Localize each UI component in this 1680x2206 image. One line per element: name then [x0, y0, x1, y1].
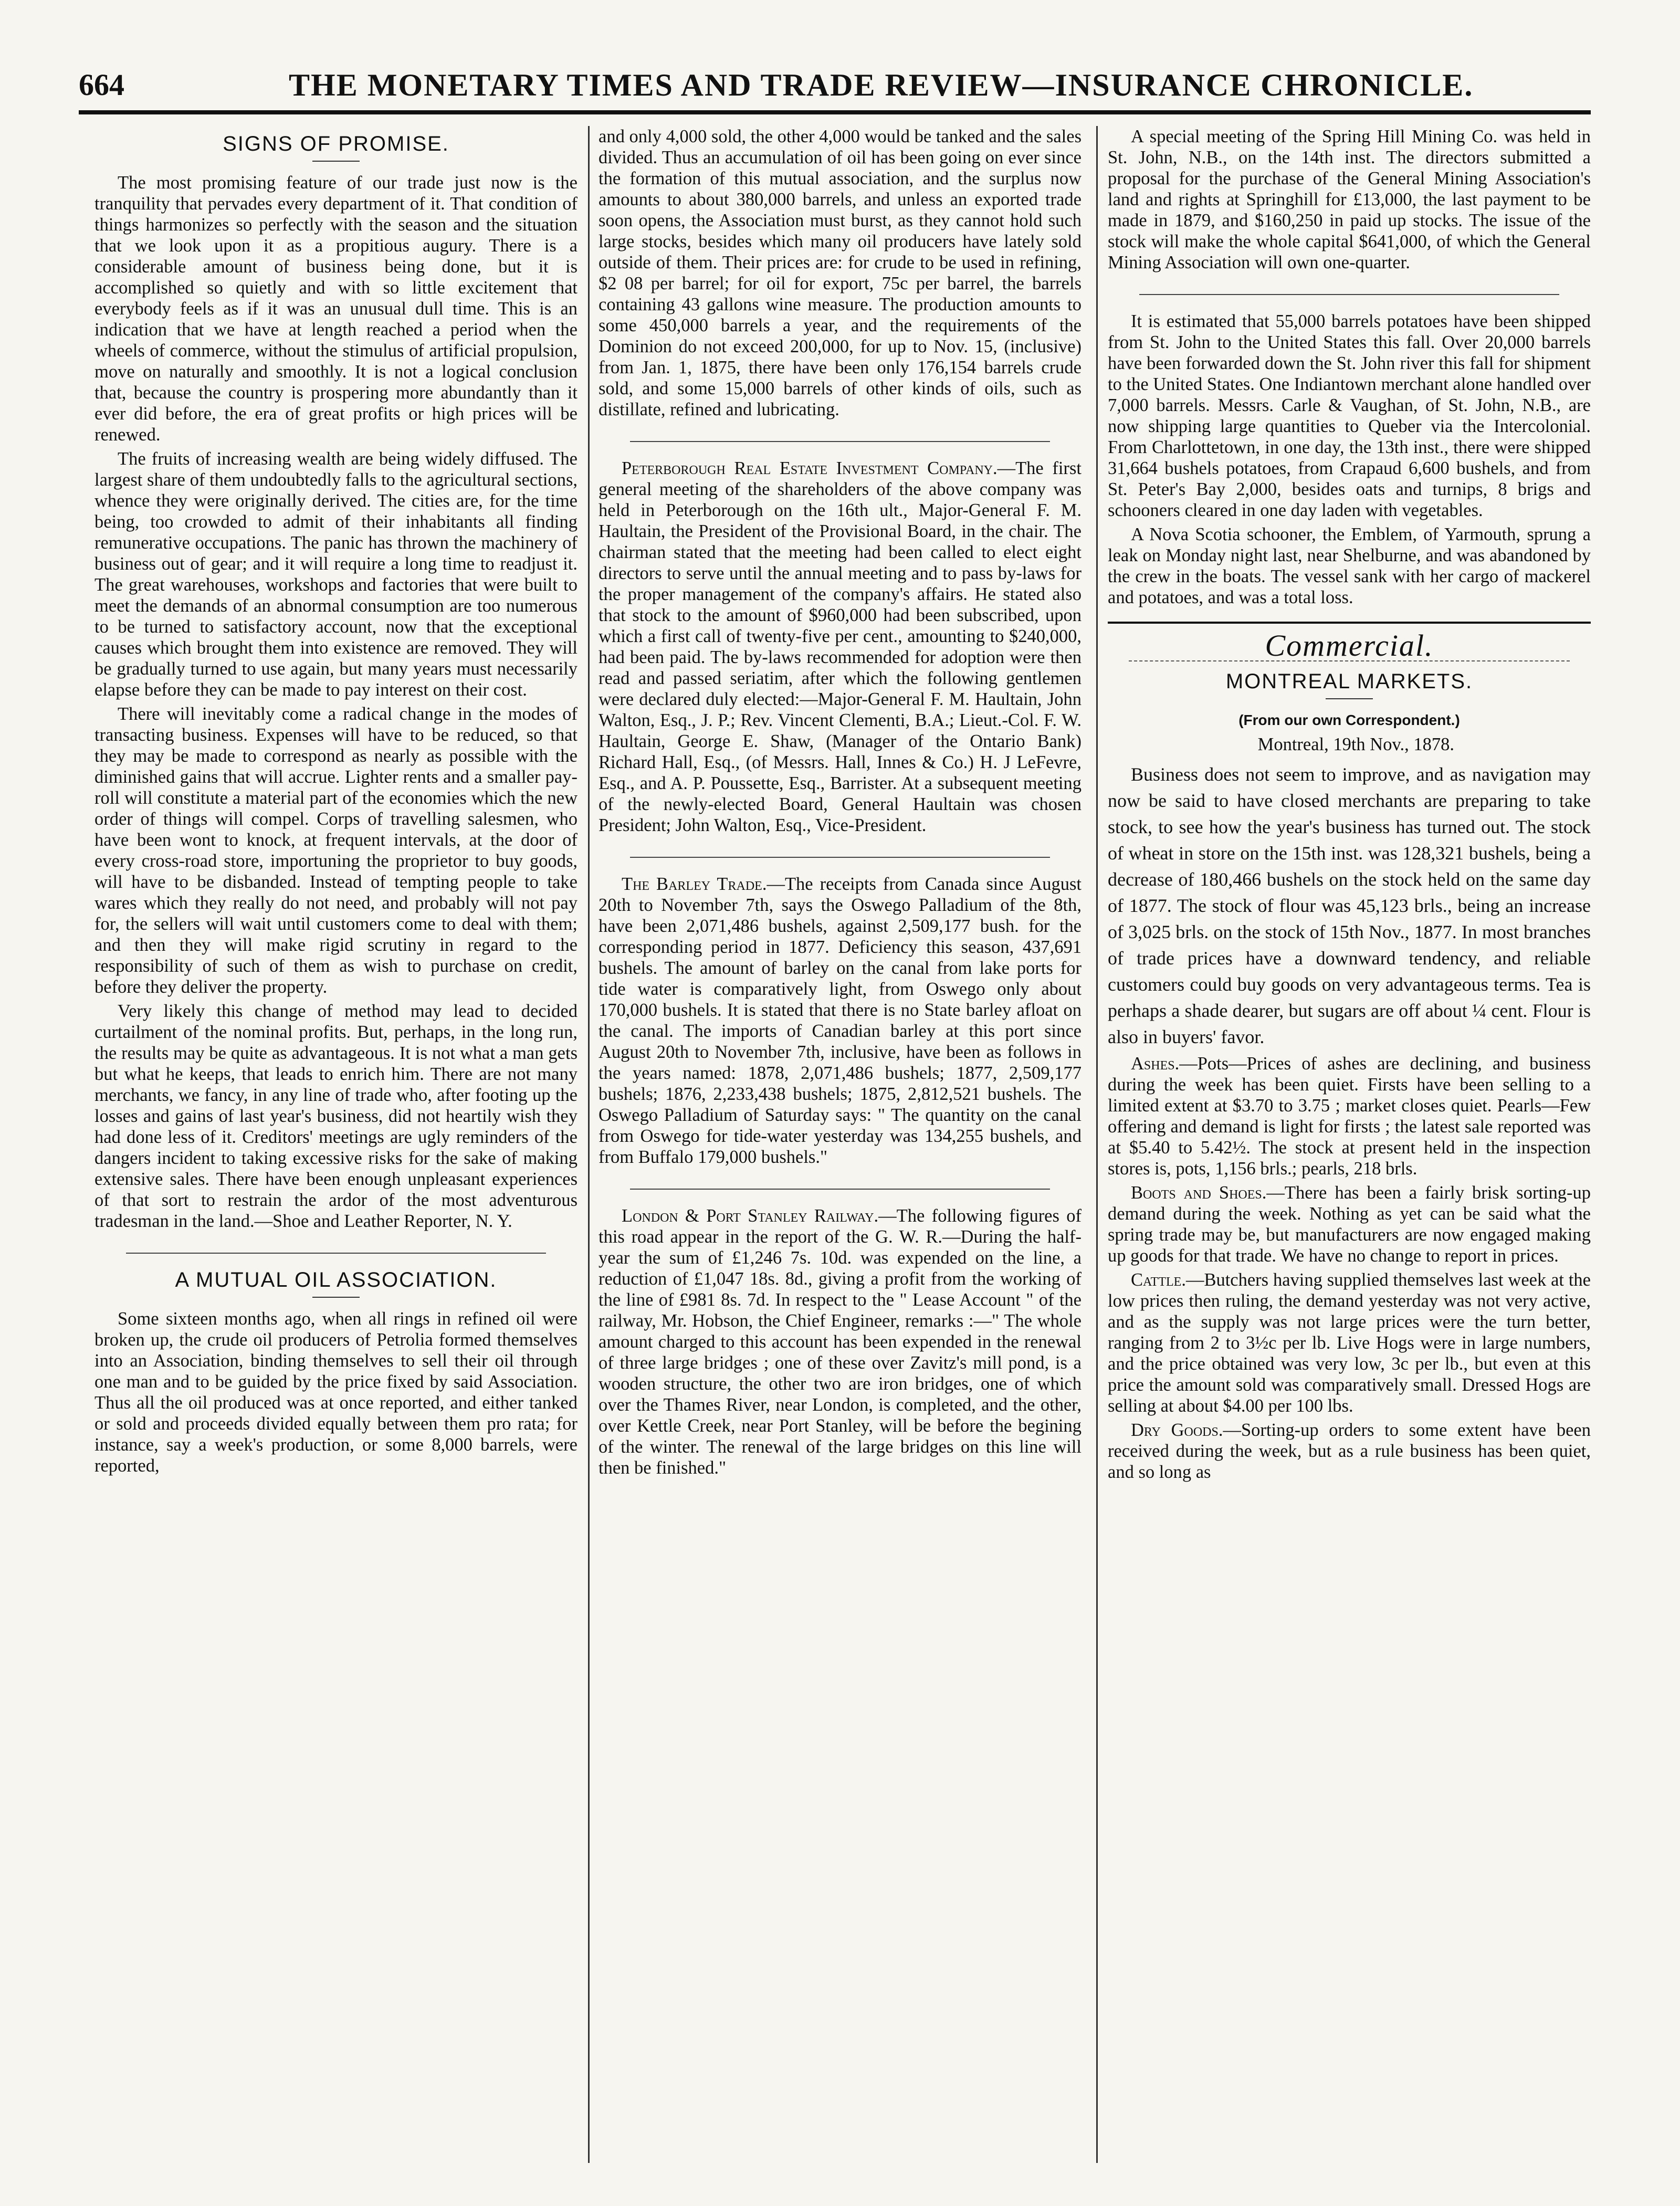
peterborough-heading: Peterborough Real Estate Investment Company.: [622, 458, 998, 478]
dateline: Montreal, 19th Nov., 1878.: [1257, 734, 1454, 754]
ashes-body: —Pots—Prices of ashes are declining, and business during the week has been quiet. Firsts have been selling to a limited extent at $3.70 to 3.75 ; market closes quiet. Pearls—Few offering and demand is light for firsts ; the latest sale reported was at $5.40 to 5.42½. The stock at present held in the inspection stores is, pots, 1,156 brls.; pearls, 218 brls.: [1108, 1054, 1591, 1179]
title-rule: [312, 1297, 360, 1298]
london-body: —The following figures of this road appear in the report of the G. W. R.—During the half-year the sum of £1,246 7s. 10d. was expended on the line, a reduction of £1,047 18s. 8d., giving a profit from the working of the line of £981 8s. 7d. In respect to the " Lease Account " of the railway, Mr. Hobson, the Chief Engineer, remarks :—" The whole amount charged to this account has been expended in the renewal of three large bridges ; one of these over Zavitz's mill pond, is a wooden structure, the other two are iron bridges, one of which over the Thames River, near London, is completed, and the other, over Kettle Creek, near Port Stanley, will be before the begining of the winter. The renewal of the large bridges on this line will then be finished.": [598, 1206, 1082, 1478]
barley-body: —The receipts from Canada since August 20th to November 7th, says the Oswego Palladium of the 8th, have been 2,071,486 bushels, against 2,509,177 bush. for the corresponding period in 1877. Deficiency this season, 437,691 bushels. The amount of barley on the canal from lake ports for tide water is comparatively light, from Oswego only about 170,000 bushels. It is stated that there is no State barley afloat on the canal. The imports of Canadian barley at this port since August 20th to November 7th, inclusive, have been as follows in the years named: 1878, 2,071,486 bushels; 1877, 2,509,177 bushels; 1876, 2,233,438 bushels; 1875, 2,812,521 bushels. The Oswego Palladium of Saturday says: " The quantity on the canal from Oswego for tide-water yesterday was 134,255 bushels, and from Buffalo 179,000 bushels.": [598, 874, 1082, 1167]
mutual-oil-title: A MUTUAL OIL ASSOCIATION.: [175, 1268, 497, 1291]
column-rule-1: [588, 126, 590, 2163]
cattle-body: —Butchers having supplied themselves last week at the low prices then ruling, the demand yesterday was not very active, and as the supply was not large prices were the turn better, ranging from 2 to 3½c per lb. Live Hogs were in large numbers, and the price obtained was very low, 3c per lb., but even at this price the amount sold was comparatively small. Dressed Hogs are selling at about $4.00 per 100 lbs.: [1108, 1270, 1591, 1416]
article-separator: [1139, 294, 1559, 295]
barley-paragraph: [598, 874, 1082, 1168]
london-paragraph: [598, 1205, 1082, 1478]
barley-heading: The Barley Trade.: [622, 874, 767, 894]
column-rule-2: [1096, 126, 1098, 2163]
mining-paragraph: A special meeting of the Spring Hill Mining Co. was held in St. John, N.B., on the 14th inst. The directors submitted a proposal for the purchase of the General Mining Association's land and rights at Springhill for £13,000, the last payment to be made in 1879, and $160,250 in paid up stocks. The issue of the stock will make the whole capital $641,000, of which the General Mining Association will own one-quarter.: [1108, 127, 1591, 272]
drygoods-heading: Dry Goods.: [1131, 1420, 1223, 1440]
column-2: [598, 126, 1082, 2184]
article-separator: [630, 441, 1050, 442]
page-number: 664: [79, 68, 124, 102]
schooner-paragraph: A Nova Scotia schooner, the Emblem, of Yarmouth, sprung a leak on Monday night last, near Shelburne, and was abandoned by the crew in the boats. The vessel sank with her cargo of mackerel and potatoes, and was a total loss.: [1108, 524, 1591, 607]
article-separator: [126, 1253, 546, 1254]
potatoes-paragraph: It is estimated that 55,000 barrels potatoes have been shipped from St. John to the United States this fall. Over 20,000 barrels have been forwarded down the St. John river this fall for shipment to the United States. One Indiantown merchant alone handled over 7,000 barrels. Messrs. Carle & Vaughan, of St. John, N.B., are now shipping large quantities to Queber via the Intercolonial. From Charlottetown, in one day, the 13th inst., there were shipped 31,664 bushels potatoes, from Crapaud 6,600 bushels, and from St. Peter's Bay 2,000, besides oats and turnips, 8 brigs and schooners cleared in one day laden with vegetables.: [1108, 311, 1591, 520]
peterborough-body: —The first general meeting of the shareholders of the above company was held in Peterborough on the 16th ult., Major-General F. M. Haultain, the President of the Provisional Board, in the chair. The chairman stated that the meeting had been called to elect eight directors to serve until the annual meeting and to pass by-laws for the proper management of the company's affairs. He stated also that stock to the amount of $960,000 had been subscribed, upon which a first call of twenty-five per cent., amounting to $240,000, had been paid. The by-laws recommended for adoption were then read and passed seriatim, after which the following gentlemen were declared duly elected:—Major-General F. M. Haultain, John Walton, Esq., J. P.; Rev. Vincent Clementi, B.A.; Lieut.-Col. F. W. Haultain, George E. Shaw, (Manager of the Ontario Bank) Richard Hall, Esq., (of Messrs. Hall, Innes & Co.) H. J LeFevre, Esq., and A. P. Poussette, Esq., Barrister. At a subsequent meeting of the newly-elected Board, General Haultain was chosen President; John Walton, Esq., Vice-President.: [598, 458, 1082, 835]
oil-paragraph-2: and only 4,000 sold, the other 4,000 would be tanked and the sales divided. Thus an accumulation of oil has been going on ever since the formation of this mutual association, and the surplus now amounts to about 380,000 barrels, and unless an exported trade soon opens, the Association must burst, as they cannot hold such large stocks, besides which many oil producers have lately sold outside of them. Their prices are: for crude to be used in refining, $2 08 per barrel; for oil for export, 75c per barrel, the barrels containing 43 gallons wine measure. The production amounts to some 450,000 barrels a year, and the requirements of the Dominion do not exceed 200,000, for up to Nov. 15, (inclusive) from Jan. 1, 1875, there have been only 176,154 barrels crude sold, and some 15,000 barrels of other kinds of oils, such as distillate, refined and lubricating.: [598, 127, 1082, 419]
correspondent-note: (From our own Correspondent.): [1238, 712, 1460, 728]
column-1: [94, 126, 578, 2184]
oil-paragraph-1: Some sixteen months ago, when all rings in refined oil were broken up, the crude oil producers of Petrolia formed themselves into an Association, binding themselves to sell their oil through one man and to be guided by the price fixed by said Association. Thus all the oil produced was at once reported, and either tanked or sold and proceeds divided equally between them pro rata; for instance, say a week's production, or some 8,000 barrels, were reported,: [94, 1309, 578, 1476]
section-separator: [1108, 622, 1591, 624]
signs-paragraph-3: There will inevitably come a radical change in the modes of transacting business. Expenses will have to be reduced, so that they may be made to correspond as nearly as possible with the diminished gains that will accrue. Lighter rents and a smaller pay-roll will constitute a material part of the economies which the new order of things will compel. Corps of travelling salesmen, who have been wont to knock, at frequent intervals, at the door of every cross-road store, importuning the proprietor to buy goods, will have to be disbanded. Instead of tempting people to take wares which they really do not need, and probably will not pay for, the sellers will wait until customers come to deal with them; and then they will make rigid scrutiny in regard to the responsibility of such of them as wish to purchase on credit, before they deliver the property.: [94, 704, 578, 997]
title-rule: [312, 161, 360, 162]
peterborough-paragraph: [598, 458, 1082, 836]
cattle-paragraph: [1108, 1269, 1591, 1416]
signs-of-promise-title: SIGNS OF PROMISE.: [223, 132, 449, 155]
montreal-markets-title: MONTREAL MARKETS.: [1225, 670, 1473, 693]
commercial-title: Commercial.: [1265, 628, 1434, 663]
boots-paragraph: [1108, 1182, 1591, 1266]
masthead: THE MONETARY TIMES AND TRADE REVIEW—INSURANCE CHRONICLE.: [289, 68, 1474, 102]
ashes-paragraph: [1108, 1053, 1591, 1179]
boots-heading: Boots and Shoes.: [1131, 1183, 1267, 1203]
ashes-heading: Ashes.: [1131, 1054, 1180, 1074]
cattle-heading: Cattle.: [1131, 1270, 1186, 1290]
page-header: [79, 67, 1474, 104]
markets-paragraph-1: Business does not seem to improve, and as navigation may now be said to have closed merchants are preparing to take stock, to see how the year's business has turned out. The stock of wheat in store on the 15th inst. was 128,321 bushels, being a decrease of 180,466 bushels on the stock held on the same day of 1877. The stock of flour was 45,123 brls., being an increase of 3,025 brls. on the stock of 15th Nov., 1877. In most branches of trade prices have a downward tendency, and reliable customers could buy goods on very advantageous terms. Tea is perhaps a shade dearer, but sugars are off about ¼ cent. Flour is also in buyers' favor.: [1108, 764, 1591, 1047]
article-separator: [630, 1189, 1050, 1190]
column-3: [1108, 126, 1591, 2184]
drygoods-paragraph: [1108, 1420, 1591, 1483]
signs-paragraph-1: The most promising feature of our trade just now is the tranquility that pervades every department of it. That condition of things harmonizes so perfectly with the season and the situation that we look upon it as a propitious augury. There is a considerable amount of business being done, but it is accomplished so quietly and with so little excitement that everybody feels as if it was an unusual dull time. This is an indication that we have at length reached a period when the wheels of commerce, without the stimulus of artificial propulsion, move on naturally and smoothly. It is not a logical conclusion that, because the country is prospering more abundantly than it ever did before, the era of great profits or high prices will be renewed.: [94, 173, 578, 445]
article-separator: [630, 857, 1050, 858]
boots-body: —There has been a fairly brisk sorting-up demand during the week. Nothing as yet can be said what the spring trade may be, but manufacturers are now engaged making up goods for that trade. We have no change to report in prices.: [1108, 1183, 1591, 1266]
signs-paragraph-2: The fruits of increasing wealth are being widely diffused. The largest share of them undoubtedly falls to the agricultural sections, whence they were originally derived. The cities are, for the time being, too crowded to admit of their inhabitants all finding remunerative occupations. The panic has thrown the machinery of business out of gear; and it will require a long time to readjust it. The great warehouses, workshops and factories that were built to meet the demands of an abnormal consumption are too numerous to be turned to satisfactory account, now that the exceptional causes which brought them into existence are removed. They will be gradually turned to use again, but many years must necessarily elapse before they can be made to pay interest on their cost.: [94, 449, 578, 700]
header-rule: [79, 110, 1591, 114]
london-heading: London & Port Stanley Railway.: [622, 1206, 879, 1226]
drygoods-body: —Sorting-up orders to some extent have been received during the week, but as a rule business has been quiet, and so long as: [1108, 1420, 1591, 1482]
signs-paragraph-4: Very likely this change of method may lead to decided curtailment of the nominal profits. But, perhaps, in the long run, the results may be quite as advantageous. It is not what a man gets but what he keeps, that leads to enrich him. There are not many merchants, we fancy, in any line of trade who, after footing up the losses and gains of last year's business, did not heartily wish they had done less of it. Creditors' meetings are ugly reminders of the dangers incident to taking excessive risks for the sake of making extensive sales. There have been enough unpleasant experiences of that sort to restrain the ardor of the most adventurous tradesman in the land.—Shoe and Leather Reporter, N. Y.: [94, 1001, 578, 1231]
title-rule: [1326, 698, 1373, 699]
